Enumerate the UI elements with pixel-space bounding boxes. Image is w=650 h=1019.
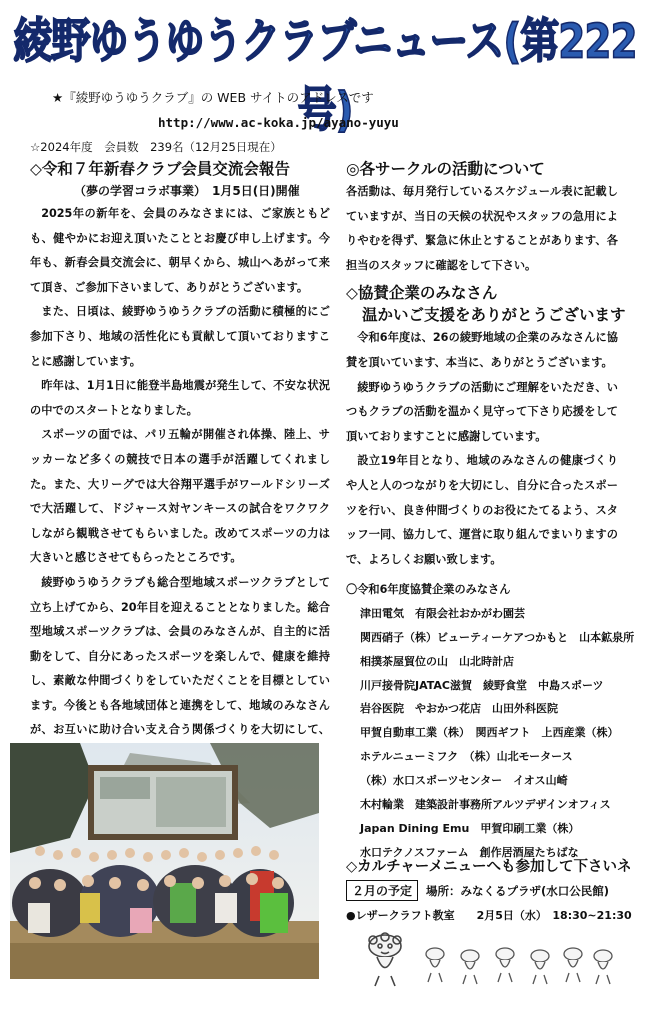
group-photo: [10, 743, 319, 979]
list-item: ホテルニューミフク （株）山北モータース: [360, 750, 573, 764]
list-item: 津田電気 有限会社おかがわ園芸: [360, 606, 525, 620]
schedule-line: [346, 880, 609, 901]
sponsor-list-heading: 〇令和6年度協賛企業のみなさん: [346, 583, 511, 597]
schedule-place: 場所：みなくるプラザ(水口公民館): [426, 884, 610, 898]
website-note: ★『綾野ゆうゆうクラブ』の WEB サイトのアドレスです: [52, 90, 374, 105]
list-item: 水口テクノスファーム 創作居酒屋たちばな: [360, 845, 579, 859]
new-year-report-heading: ◇令和７年新春クラブ会員交流会報告: [30, 160, 290, 178]
list-item: 岩谷医院 やおかつ花店 山田外科医院: [360, 702, 558, 716]
circle-activity-text: 各活動は、毎月発行しているスケジュール表に記載していますが、当日の天候の状況やスタッフの急用によりやむを得ず、緊急に休止とすることがあります、各担当のスタッフに確認をして下さい。: [346, 185, 618, 272]
sponsor-paragraph: 令和6年度は、26の綾野地域の企業のみなさんに協賛を頂いています、本当に、ありがとうございます。: [346, 331, 618, 369]
right-column: [346, 158, 635, 865]
website-url[interactable]: http://www.ac-koka.jp/ayano-yuyu: [158, 115, 399, 130]
list-item: 木村輪業 建築設計事務所アルツデザインオフィス: [360, 798, 611, 812]
left-column: [30, 158, 330, 768]
report-paragraph: 綾野ゆうゆうクラブも総合型地域スポーツクラブとして立ち上げてから、20年目を迎えることとなりました。総合型地域スポーツクラブは、会員のみなさんが、自主的に活動をして、自分にあったスポーツを楽しんで、健康を維持し、素敵な仲間づくりをしていただくことを目標としています。今後とも各地域団体と連携をして、地域のみなさんが、お互いに助け合い支え合う関係づくりを大切にして、: [30, 575, 330, 737]
event-leathercraft: ●レザークラフト教室 2月5日（水） 18:30~21:30: [346, 909, 632, 922]
report-paragraph: スポーツの面では、パリ五輪が開催され体操、陸上、サッカーなど多くの競技で日本の選手が活躍してくれました。また、大リーグでは大谷翔平選手がワールドシリーズで大活躍して、ドジャース対ヤンキースの試合をワクワクしながら観戦させてもらいました。改めてスポーツの力は大きいと感じさせてもらったところです。: [30, 428, 330, 565]
list-item: 関西硝子（株）ビューティーケアつかもと 山本鉱泉所: [360, 630, 635, 644]
sponsor-paragraph: 綾野ゆうゆうクラブの活動にご理解をいただき、いつもクラブの活動を温かく見守って下さり応援をして頂いておりますことに感謝しています。: [346, 380, 618, 443]
report-paragraph: 2025年の新年を、会員のみなさまには、ご家族ともども、健やかにお迎え頂いたこととお慶び申し上げます。今年も、新春会員交流会に、朝早くから、城山へあがって来て頂き、ご参加下さいまして、ありがとうございます。: [30, 207, 330, 294]
report-paragraph: また、日頃は、綾野ゆうゆうクラブの活動に積極的にご参加下さり、地域の活性化にも貢献して頂いておりますことに感謝しています。: [30, 305, 330, 368]
mascot-illustration: [355, 928, 620, 990]
list-item: 川戸接骨院JATAC滋賀 綾野食堂 中島スポーツ: [360, 678, 604, 692]
list-item: 相撲茶屋貿位の山 山北時計店: [360, 654, 514, 668]
sponsor-heading: ◇協賛企業のみなさん: [346, 284, 498, 303]
member-count: ☆2024年度 会員数 239名（12月25日現在）: [30, 140, 282, 154]
culture-menu-heading: ◇カルチャーメニューへも参加して下さいネ: [346, 859, 632, 875]
sponsor-paragraph: 設立19年目となり、地域のみなさんの健康づくりや人と人のつながりを大切にし、自分に合ったスポーツを行い、良き仲間づくりのお役にたてるよう、スタッフ一同、協力して、運営に取り組んでまいりますので、よろしくお願い致します。: [346, 454, 618, 566]
circle-activity-heading: ◎各サークルの活動について: [346, 160, 545, 178]
report-paragraph: 昨年は、1月1日に能登半島地震が発生して、不安な状況の中でのスタートとなりました。: [30, 379, 330, 417]
sponsor-thanks-heading: 温かいご支援をありがとうございます: [362, 306, 626, 325]
new-year-report-subheading: （夢の学習コラボ事業） 1月5日(日)開催: [74, 184, 300, 198]
sponsor-list: [346, 602, 635, 865]
list-item: （株）水口スポーツセンター イオス山崎: [360, 774, 568, 788]
schedule-badge: ２月の予定: [346, 880, 418, 901]
newsletter-title: 綾野ゆうゆうクラブニュース(第222号): [13, 14, 637, 139]
list-item: 甲賀自動車工業（株） 関西ギフト 上西産業（株）: [360, 726, 619, 740]
list-item: Japan Dining Emu 甲賀印刷工業（株）: [360, 821, 580, 835]
